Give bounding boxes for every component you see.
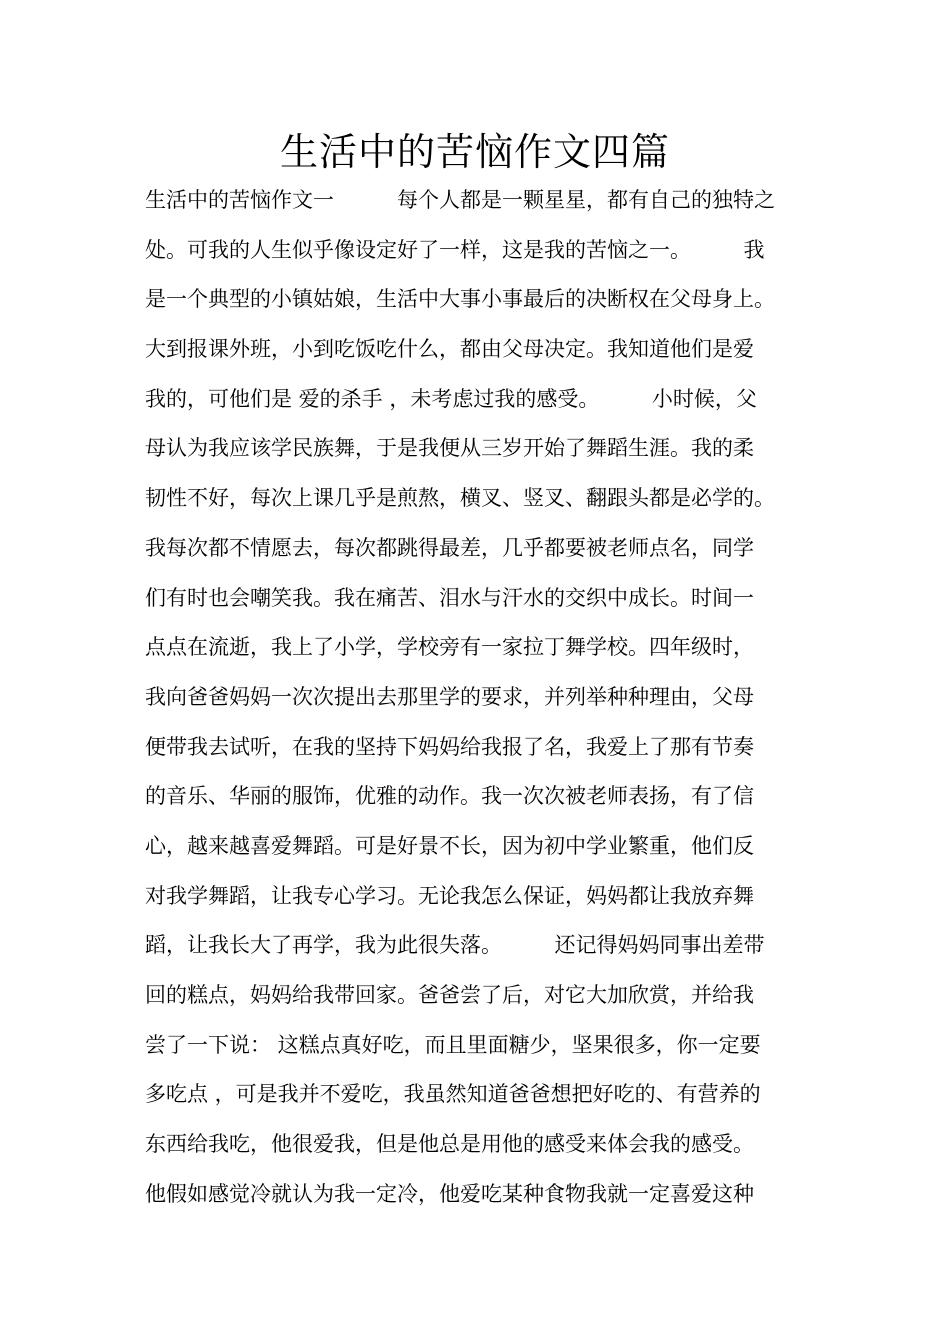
text-line: 心，越来越喜爱舞蹈。可是好景不长，因为初中学业繁重，他们反 bbox=[145, 833, 754, 858]
text-line: 处。可我的人生似乎像设定好了一样，这是我的苦恼之一。 我 bbox=[145, 237, 765, 262]
document-title: 生活中的苦恼作文四篇 bbox=[279, 130, 670, 174]
text-line: 他假如感觉冷就认为我一定冷，他爱吃某种食物我就一定喜爱这种 bbox=[145, 1181, 754, 1206]
text-line: 蹈，让我长大了再学，我为此很失落。 还记得妈妈同事出差带 bbox=[145, 933, 765, 958]
text-line: 我每次都不情愿去，每次都跳得最差，几乎都要被老师点名，同学 bbox=[145, 535, 754, 560]
text-line: 对我学舞蹈，让我专心学习。无论我怎么保证，妈妈都让我放弃舞 bbox=[145, 883, 754, 908]
text-line: 多吃点 ，可是我并不爱吃，我虽然知道爸爸想把好吃的、有营养的 bbox=[145, 1082, 761, 1107]
document-body bbox=[145, 176, 825, 1219]
text-line: 母认为我应该学民族舞，于是我便从三岁开始了舞蹈生涯。我的柔 bbox=[145, 436, 754, 461]
text-line: 尝了一下说： 这糕点真好吃，而且里面糖少，坚果很多，你一定要 bbox=[145, 1032, 761, 1057]
text-line: 是一个典型的小镇姑娘，生活中大事小事最后的决断权在父母身上。 bbox=[145, 287, 775, 312]
text-line: 们有时也会嘲笑我。我在痛苦、泪水与汗水的交织中成长。时间一 bbox=[145, 585, 754, 610]
text-line: 我的，可他们是 爱的杀手 ，未考虑过我的感受。 小时候，父 bbox=[145, 386, 757, 411]
text-line: 大到报课外班，小到吃饭吃什么，都由父母决定。我知道他们是爱 bbox=[145, 337, 754, 362]
text-line: 东西给我吃，他很爱我，但是他总是用他的感受来体会我的感受。 bbox=[145, 1132, 754, 1157]
text-line: 生活中的苦恼作文一 每个人都是一颗星星，都有自己的独特之 bbox=[145, 188, 775, 212]
text-line: 韧性不好，每次上课几乎是煎熬，横叉、竖叉、翻跟头都是必学的。 bbox=[145, 486, 775, 511]
text-line: 点点在流逝，我上了小学，学校旁有一家拉丁舞学校。四年级时， bbox=[145, 635, 754, 660]
text-line: 的音乐、华丽的服饰，优雅的动作。我一次次被老师表扬，有了信 bbox=[145, 784, 754, 809]
text-line: 我向爸爸妈妈一次次提出去那里学的要求，并列举种种理由，父母 bbox=[145, 684, 754, 709]
text-line: 回的糕点，妈妈给我带回家。爸爸尝了后，对它大加欣赏，并给我 bbox=[145, 983, 754, 1007]
text-line: 便带我去试听，在我的坚持下妈妈给我报了名，我爱上了那有节奏 bbox=[145, 734, 754, 759]
